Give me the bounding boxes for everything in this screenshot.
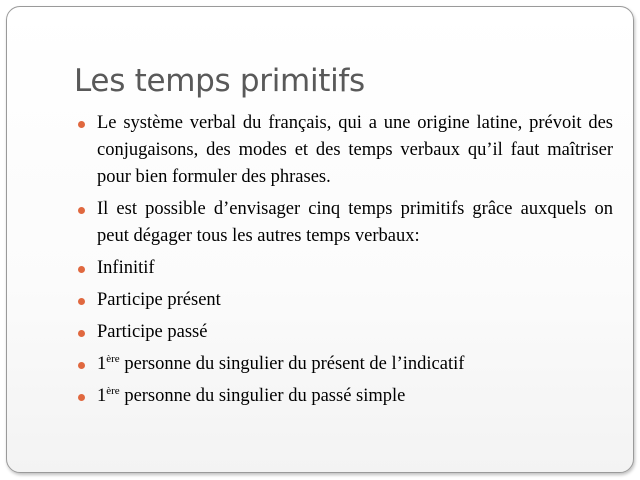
bullet-text: Infinitif (97, 258, 155, 278)
bullet-text: Le système verbal du français, qui a une origine latine, prévoit des conjugaisons, des modes et des temps verbaux qu’il faut maîtriser pour bien formuler des phrases. (97, 113, 613, 187)
bullet-item (77, 383, 613, 410)
bullet-item (77, 319, 613, 346)
bullet-item (77, 255, 613, 282)
bullet-text (97, 386, 405, 406)
ordinal-number: 1 (97, 386, 107, 406)
bullet-dot-icon (78, 330, 85, 337)
bullet-dot-icon (78, 298, 85, 305)
ordinal-suffix: ère (106, 353, 120, 365)
bullet-text (97, 354, 464, 374)
bullet-dot-icon (78, 207, 85, 214)
bullet-text-rest: personne du singulier du présent de l’indicatif (119, 354, 465, 374)
bullet-item (77, 110, 613, 191)
bullet-text: Participe présent (97, 290, 221, 310)
bullet-list (77, 110, 613, 415)
bullet-item (77, 351, 613, 378)
bullet-text: Il est possible d’envisager cinq temps primitifs grâce auxquels on peut dégager tous les autres temps verbaux: (97, 199, 613, 246)
bullet-dot-icon (78, 266, 85, 273)
bullet-item (77, 287, 613, 314)
ordinal-suffix: ère (106, 385, 120, 397)
bullet-dot-icon (78, 394, 85, 401)
bullet-item (77, 196, 613, 250)
bullet-dot-icon (78, 362, 85, 369)
bullet-text-rest: personne du singulier du passé simple (119, 386, 406, 406)
slide-title: Les temps primitifs (74, 63, 365, 99)
bullet-dot-icon (78, 121, 85, 128)
ordinal-number: 1 (97, 354, 107, 374)
bullet-text: Participe passé (97, 322, 208, 342)
slide-frame (6, 6, 634, 473)
